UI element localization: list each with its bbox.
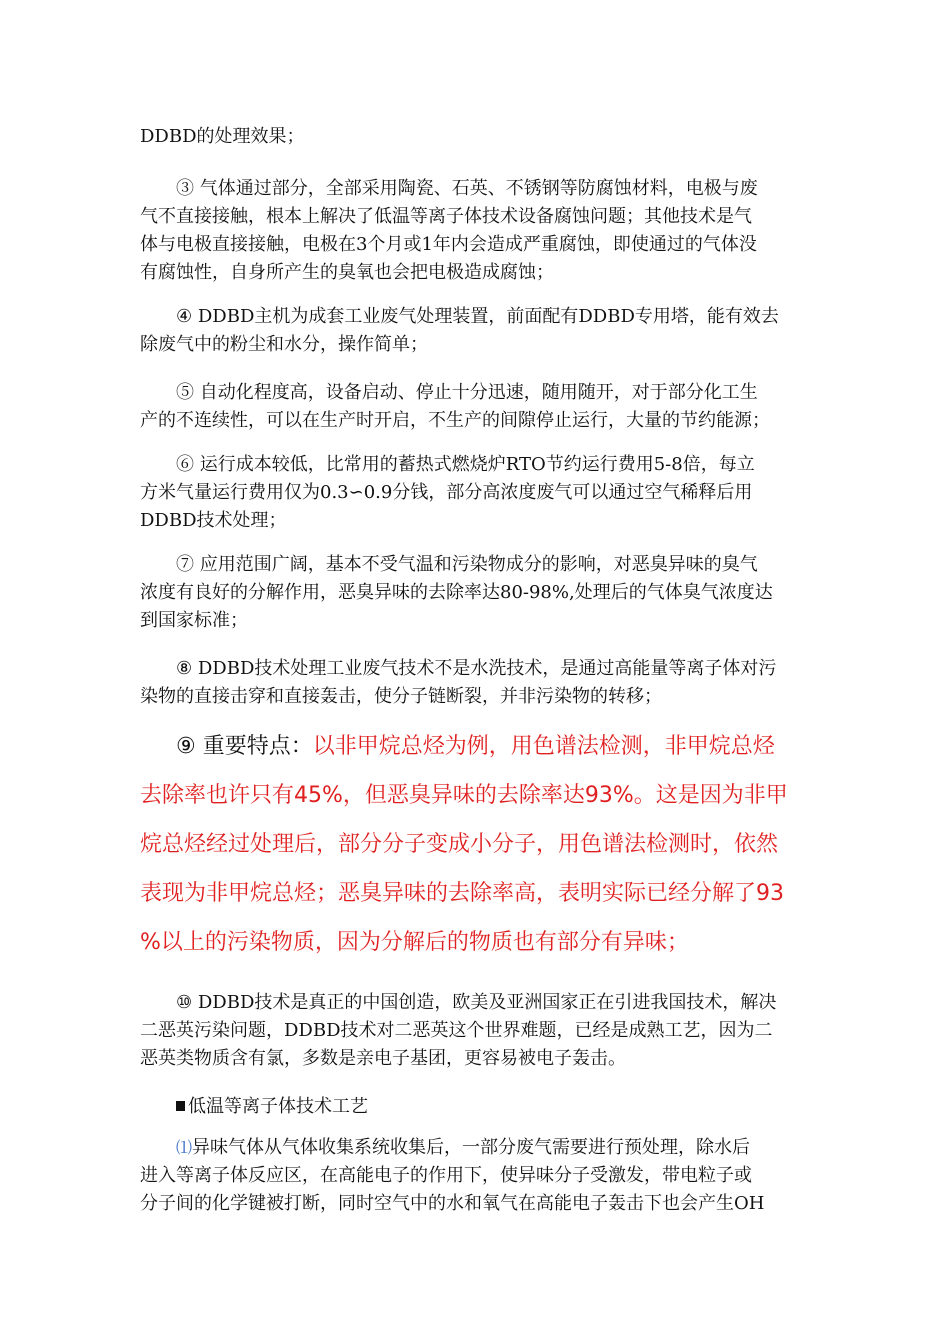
paragraph-item-3 [140,175,810,287]
paragraph-item-9-key-feature [140,722,810,967]
highlight-text-line: %以上的污染物质，因为分解后的物质也有部分有异味； [140,930,689,955]
text-line: 气不直接接触，根本上解决了低温等离子体技术设备腐蚀问题；其他技术是气 [140,206,752,227]
text-line: 除废气中的粉尘和水分，操作简单； [140,334,428,355]
paragraph-item-5 [140,379,810,435]
text-line: 体与电极直接接触，电极在3个月或1年内会造成严重腐蚀，即使通过的气体没 [140,234,757,255]
text-line: 浓度有良好的分解作用，恶臭异味的去除率达80-98%,处理后的气体臭气浓度达 [140,582,773,603]
text-line: 方米气量运行费用仅为0.3∽0.9分钱，部分高浓度废气可以通过空气稀释后用 [140,482,753,503]
text-line: 产的不连续性，可以在生产时开启，不生产的间隙停止运行，大量的节约能源； [140,410,770,431]
paragraph-item-6 [140,451,810,535]
paragraph-process-step-1 [140,1134,810,1218]
paragraph-ddbd-effect [140,123,810,151]
text-line: ③ 气体通过部分，全部采用陶瓷、石英、不锈钢等防腐蚀材料，电极与废 [176,178,758,199]
text-line: DDBD技术处理； [140,510,287,531]
text-line: DDBD的处理效果； [140,126,305,147]
square-bullet-icon [176,1101,185,1111]
text-line: 恶英类物质含有氯，多数是亲电子基团，更容易被电子轰击。 [140,1048,626,1069]
text-line: 到国家标准； [140,610,248,631]
text-line: 异味气体从气体收集系统收集后，一部分废气需要进行预处理，除水后 [192,1137,751,1158]
section-heading [176,1093,368,1121]
text-line: 进入等离子体反应区，在高能电子的作用下，使异味分子受激发，带电粒子或 [140,1165,752,1186]
paragraph-item-4 [140,303,810,359]
text-line: ⑩ DDBD技术是真正的中国创造，欧美及亚洲国家正在引进我国技术，解决 [176,992,777,1013]
text-line: 分子间的化学键被打断，同时空气中的水和氧气在高能电子轰击下也会产生OH [140,1193,765,1214]
text-line: 二恶英污染问题，DDBD技术对二恶英这个世界难题，已经是成熟工艺，因为二 [140,1020,773,1041]
key-feature-label: ⑨ 重要特点： [176,734,313,759]
highlight-text-line: 烷总烃经过处理后，部分分子变成小分子，用色谱法检测时，依然 [140,832,779,857]
paragraph-item-8 [140,655,810,711]
text-line: ⑧ DDBD技术处理工业废气技术不是水洗技术，是通过高能量等离子体对污 [176,658,777,679]
text-line: 染物的直接击穿和直接轰击，使分子链断裂，并非污染物的转移； [140,686,662,707]
highlight-text-line: 表现为非甲烷总烃；恶臭异味的去除率高，表明实际已经分解了93 [140,881,784,906]
text-line: ⑦ 应用范围广阔，基本不受气温和污染物成分的影响，对恶臭异味的臭气 [176,554,758,575]
text-line: ⑥ 运行成本较低，比常用的蓄热式燃烧炉RTO节约运行费用5-8倍，每立 [176,454,755,475]
highlight-text-line: 去除率也许只有45%，但恶臭异味的去除率达93%。这是因为非甲 [140,783,788,808]
text-line: ④ DDBD主机为成套工业废气处理装置，前面配有DDBD专用塔，能有效去 [176,306,779,327]
highlight-text-line: 以非甲烷总烃为例，用色谱法检测，非甲烷总烃 [312,734,775,759]
paragraph-item-7 [140,551,810,635]
text-line: ⑤ 自动化程度高，设备启动、停止十分迅速，随用随开，对于部分化工生 [176,382,758,403]
step-number-marker: ⑴ [176,1138,193,1157]
paragraph-item-10 [140,989,810,1073]
section-heading-text: 低温等离子体技术工艺 [188,1096,368,1117]
text-line: 有腐蚀性，自身所产生的臭氧也会把电极造成腐蚀； [140,262,554,283]
